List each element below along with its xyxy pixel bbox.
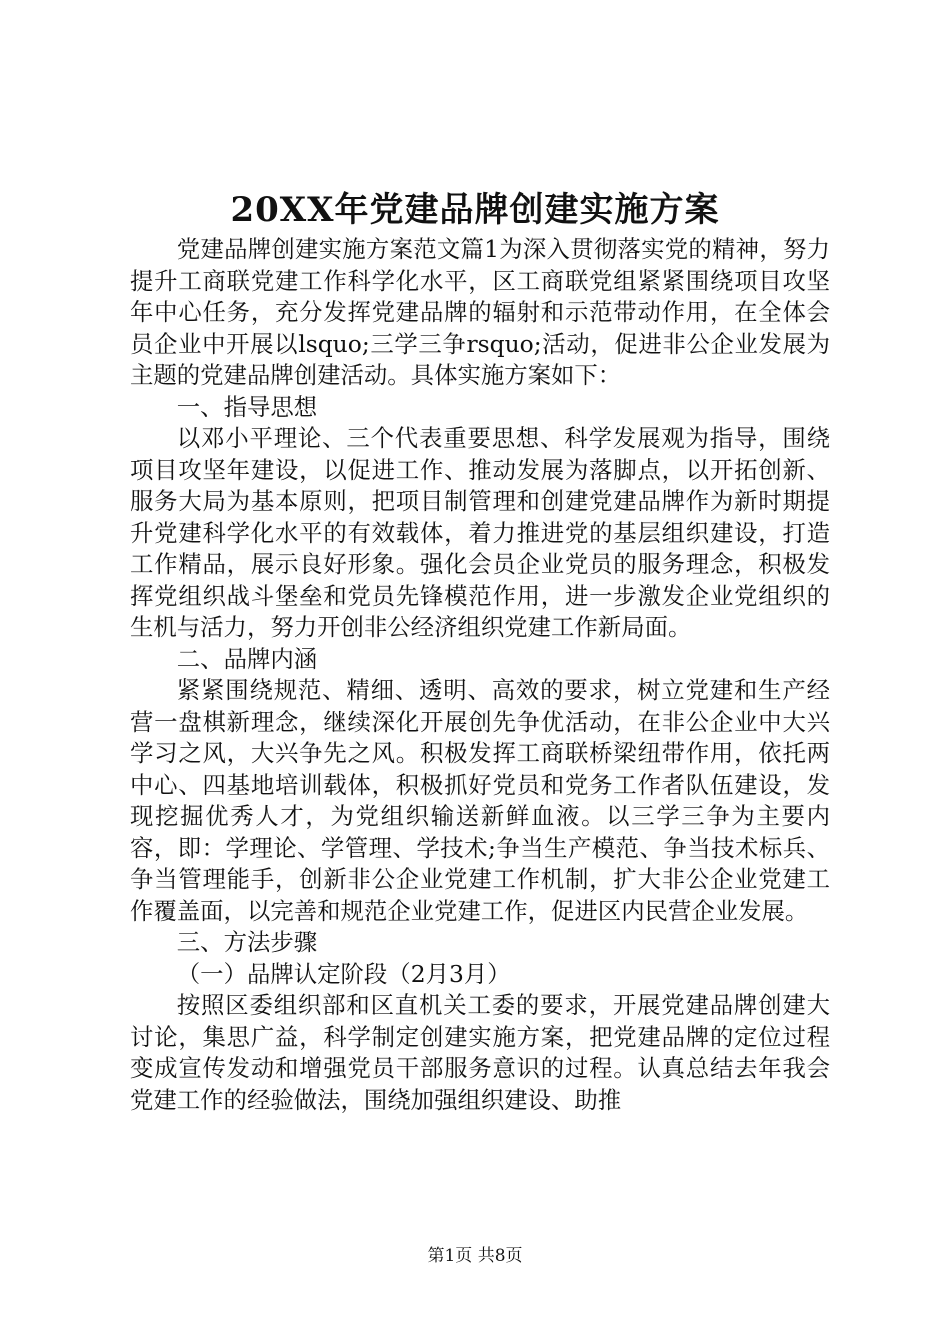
subsection-heading-brand-identification: （一）品牌认定阶段（2月3月）	[176, 959, 511, 988]
document-body	[130, 234, 830, 1116]
section-heading-guiding-ideology: 一、指导思想	[176, 392, 318, 421]
brand-connotation-paragraph: 紧紧围绕规范、精细、透明、高效的要求，树立党建和生产经营一盘棋新理念，继续深化开展创先争优活动，在非公企业中大兴学习之风，大兴争先之风。积极发挥工商联桥梁纽带作用，依托两中心、四基地培训载体，积极抓好党员和党务工作者队伍建设，发现挖掘优秀人才，为党组织输送新鲜血液。以三学三争为主要内容，即：学理论、学管理、学技术;争当生产模范、争当技术标兵、争当管理能手，创新非公企业党建工作机制，扩大非公企业党建工作覆盖面，以完善和规范企业党建工作，促进区内民营企业发展。	[130, 676, 830, 925]
document-title: 20XX年党建品牌创建实施方案	[230, 190, 720, 230]
intro-paragraph: 党建品牌创建实施方案范文篇1为深入贯彻落实党的精神，努力提升工商联党建工作科学化水平，区工商联党组紧紧围绕项目攻坚年中心任务，充分发挥党建品牌的辐射和示范带动作用，在全体会员企业中开展以lsquo;三学三争rsquo;活动，促进非公企业发展为主题的党建品牌创建活动。具体实施方案如下：	[130, 235, 830, 389]
brand-identification-paragraph: 按照区委组织部和区直机关工委的要求，开展党建品牌创建大讨论，集思广益，科学制定创建实施方案，把党建品牌的定位过程变成宣传发动和增强党员干部服务意识的过程。认真总结去年我会党建工作的经验做法，围绕加强组织建设、助推	[130, 991, 830, 1114]
section-heading-brand-connotation: 二、品牌内涵	[176, 644, 318, 673]
guiding-ideology-paragraph: 以邓小平理论、三个代表重要思想、科学发展观为指导，围绕项目攻坚年建设，以促进工作、推动发展为落脚点，以开拓创新、服务大局为基本原则，把项目制管理和创建党建品牌作为新时期提升党建科学化水平的有效载体，着力推进党的基层组织建设，打造工作精品，展示良好形象。强化会员企业党员的服务理念，积极发挥党组织战斗堡垒和党员先锋模范作用，进一步激发企业党组织的生机与活力，努力开创非公经济组织党建工作新局面。	[130, 424, 830, 641]
section-heading-method-steps: 三、方法步骤	[176, 928, 318, 956]
page-number-footer: 第1页 共8页	[427, 1246, 523, 1266]
